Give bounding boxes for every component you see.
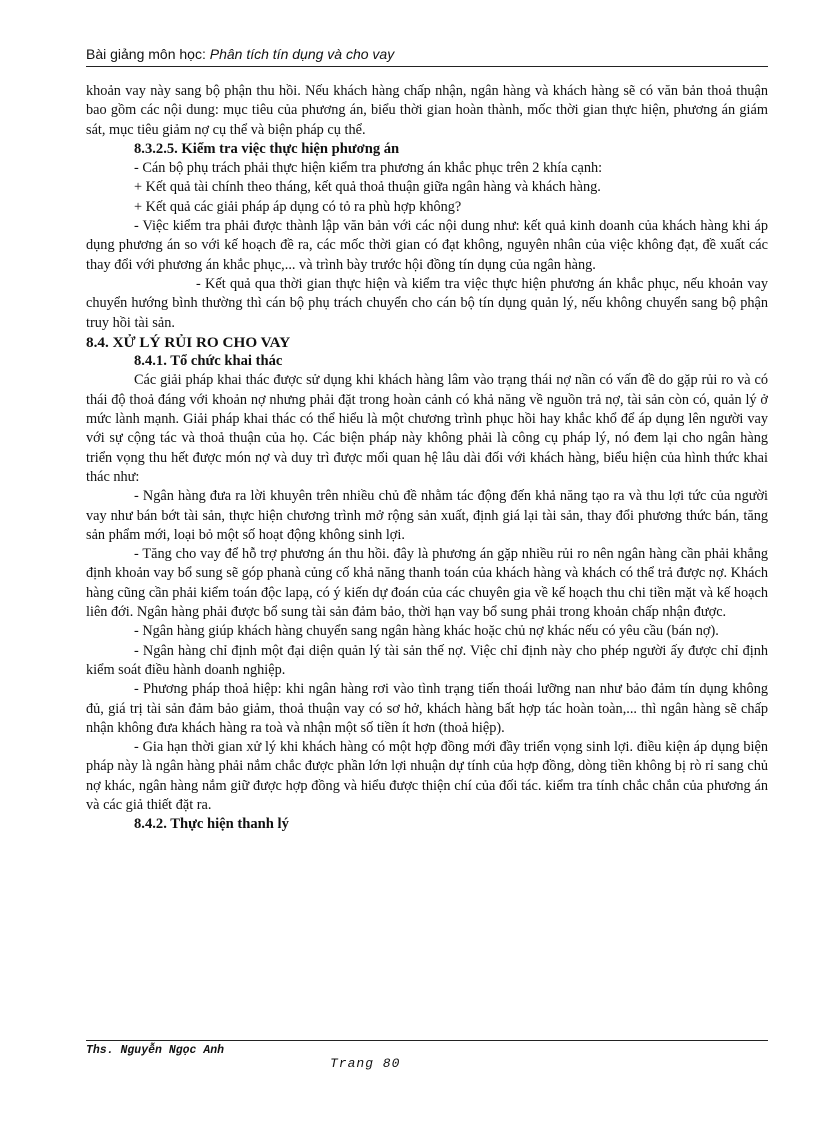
paragraph: + Kết quả các giải pháp áp dụng có tỏ ra phù hợp không? [134,198,462,215]
paragraph: - Cán bộ phụ trách phải thực hiện kiểm tra phương án khắc phục trên 2 khía cạnh: [134,160,603,177]
heading-8-4: 8.4. XỬ LÝ RỦI RO CHO VAY [86,333,291,351]
page-number: Trang 80 [330,1056,401,1071]
paragraph: khoản vay này sang bộ phận thu hồi. Nếu khách hàng chấp nhận, ngân hàng và khách hàng sẽ có văn bản thoả thuận bao gồm các nội dung: mục tiêu của phương án, biểu thời gian hoàn thành, mốc thời gian thực hiện, phương án giám sát, mục tiêu giảm nợ cụ thể và biện pháp cụ thể. [86,83,768,138]
heading-8-4-2: 8.4.2. Thực hiện thanh lý [134,816,289,833]
paragraph: - Việc kiểm tra phải được thành lập văn bản với các nội dung như: kết quả kinh doanh của khách hàng khi áp dụng phương án so với kế hoạch đề ra, các mốc thời gian có đạt không, nguyên nhân của việc không đạt, đề xuất các thay đổi với phương án khắc phục,... và trình bày trước hội đồng tín dụng của ngân hàng. [86,218,768,273]
paragraph: - Kết quả qua thời gian thực hiện và kiểm tra việc thực hiện phương án khắc phục, nếu khoản vay chuyển hướng bình thường thì cán bộ phụ trách chuyển cho cán bộ tín dụng quản lý, nếu không chuyển sang bộ phận truy hồi tài sản. [86,275,768,331]
heading-8-3-2-5: 8.3.2.5. Kiểm tra việc thực hiện phương án [134,140,400,157]
footer-author: Ths. Nguyễn Ngọc Anh [86,1044,225,1057]
paragraph: + Kết quả tài chính theo tháng, kết quả thoả thuận giữa ngân hàng và khách hàng. [134,179,601,196]
page-header [86,44,768,67]
paragraph: - Ngân hàng đưa ra lời khuyên trên nhiều chủ đề nhằm tác động đến khả năng tạo ra và thu lợi tức của người vay như bán bớt tài sản, thực hiện chương trình mở rộng sản xuất, định giá lại tài sản, thay đổi phương thức bán, tăng sản phẩm mới, loại bỏ một số hoạt động không sinh lợi. [86,488,768,543]
course-title: Phân tích tín dụng và cho vay [209,46,395,62]
paragraph: - Ngân hàng chỉ định một đại diện quản lý tài sản thế nợ. Việc chỉ định này cho phép người ấy được chỉ định kiểm soát điều hành doanh nghiệp. [86,642,768,678]
footer-divider [86,1040,768,1041]
paragraph: - Phương pháp thoả hiệp: khi ngân hàng rơi vào tình trạng tiến thoái lưỡng nan như bảo đảm tín dụng không đủ, giá trị tài sản đảm bảo giảm, thoả thuận vay có sơ hở, khách hàng bất hợp tác hoàn toàn,... thì ngân hàng sẽ chấp nhận không đưa khách hàng ra toà và nhận một số tiền ít hơn (thoả hiệp). [86,681,768,736]
document-body [86,82,768,835]
paragraph: - Tăng cho vay để hỗ trợ phương án thu hồi. đây là phương án gặp nhiều rủi ro nên ngân hàng cần phải khẳng định khoản vay bổ sung sẽ góp phanà củng cố khả năng thanh toán của khách hàng và khách có thể trả được nợ. Khách hàng cũng cần phải kiểm toán độc lapạ, có ý kiến dự đoán của các chuyên gia về kế hoạch thu chi tiền mặt và kế hoạch liên đới. Ngân hàng phải được bổ sung tài sản đảm bảo, thời hạn vay bổ sung phải trong khoản chấp nhận được. [86,546,768,621]
course-label: Bài giảng môn học: [86,46,210,62]
paragraph: - Ngân hàng giúp khách hàng chuyển sang ngân hàng khác hoặc chủ nợ khác nếu có yêu cầu (bán nợ). [134,623,719,640]
paragraph: - Gia hạn thời gian xử lý khi khách hàng có một hợp đồng mới đầy triển vọng sinh lợi. điều kiện áp dụng biện pháp này là ngân hàng phải nắm chắc được phần lớn lợi nhuận dự tính của hợp đồng, dòng tiền không bị rò rỉ sang chủ nợ khác, ngân hàng nắm giữ được hợp đồng và hiểu được thiện chí của đối tác. kiểm tra tính chắc chắn của phương án và các giả thiết đặt ra. [86,739,768,813]
heading-8-4-1: 8.4.1. Tổ chức khai thác [134,353,283,370]
paragraph: Các giải pháp khai thác được sử dụng khi khách hàng lâm vào trạng thái nợ nần có vấn đề do gặp rủi ro và có thái độ thoả đáng với khoản nợ nhưng phải đặt trong hoàn cảnh có khả năng về nguồn trả nợ, tài sản còn có, quản lý ở mức lành mạnh. Giải pháp khai thác có thể hiểu là một chương trình phục hồi hay khắc khổ để áp dụng lên người vay với sự cộng tác và thoả thuận của họ. Các biện pháp này không phải là công cụ pháp lý, nó đem lại cho ngân hàng triển vọng thu hết được món nợ và duy trì được mối quan hệ lâu dài đối với khách hàng, biểu hiện của hình thức khai thác như: [86,372,768,485]
